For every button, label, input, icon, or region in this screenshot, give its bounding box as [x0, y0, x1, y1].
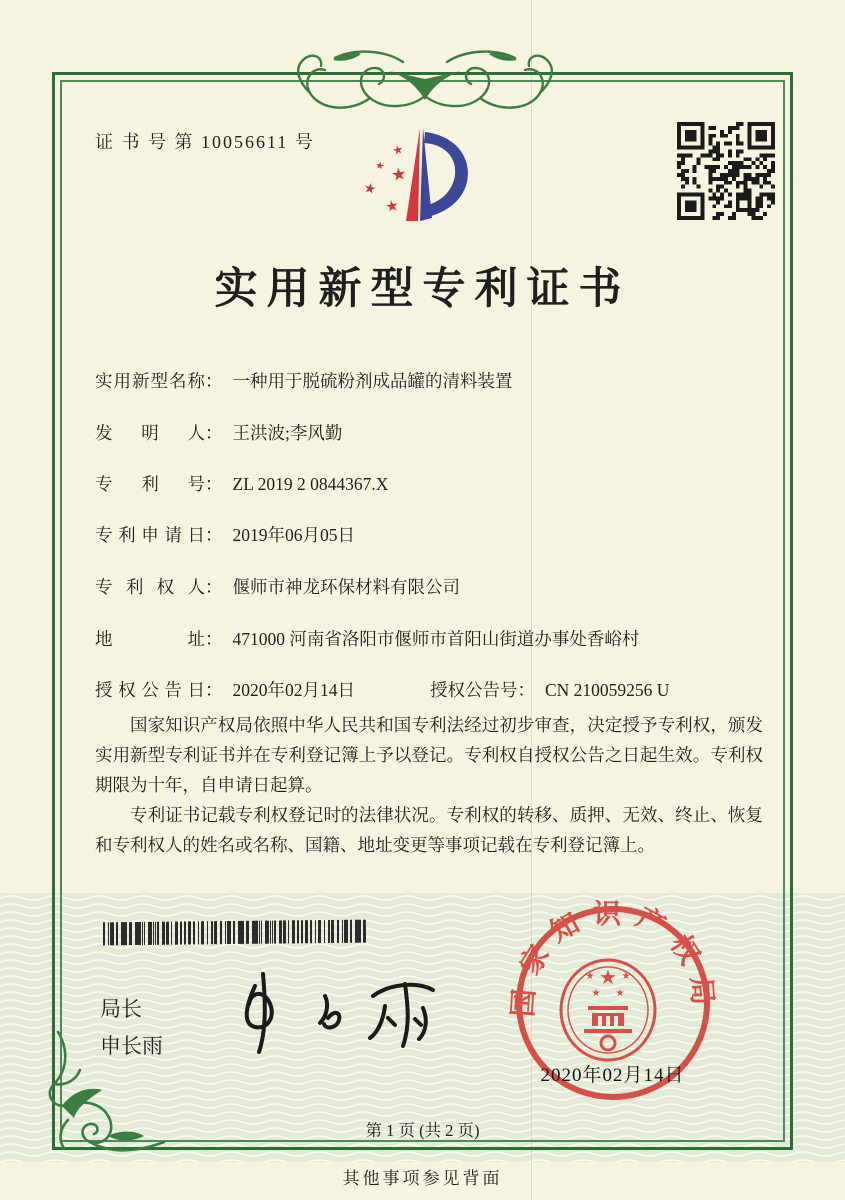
field-label: 发明人 [95, 423, 205, 443]
field-row-inventor [95, 420, 765, 445]
field-value: 2019年06月05日 [232, 525, 355, 545]
field-value: 王洪波;李风勤 [232, 423, 343, 443]
svg-text:★: ★ [374, 160, 386, 173]
commissioner-title: 局长 [100, 998, 142, 1021]
back-side-note: 其他事项参见背面 [342, 1169, 503, 1188]
cnipa-logo-icon [338, 118, 488, 236]
svg-text:★: ★ [615, 988, 625, 999]
field-row-address [95, 626, 765, 651]
commissioner-name: 申长雨 [100, 1035, 163, 1058]
seal-date: 2020年02月14日 [540, 1065, 685, 1086]
field-label: 授权公告日 [95, 680, 205, 700]
legal-paragraph-1: 国家知识产权局依照中华人民共和国专利法经过初步审查，决定授予专利权，颁发实用新型专利证书并在专利登记簿上予以登记。专利权自授权公告之日起生效。专利权期限为十年，自申请日起算。 [95, 715, 763, 796]
signature-handwriting [225, 966, 460, 1058]
svg-text:★: ★ [621, 971, 631, 982]
page-title: 实用新型专利证书 [214, 266, 631, 313]
field-value: 偃师市神龙环保材料有限公司 [232, 577, 460, 597]
field-label: 专利申请日 [95, 525, 205, 545]
qr-code [677, 122, 775, 220]
certificate-number: 证 书 号 第 10056611 号 [95, 132, 315, 152]
field-colon: ： [205, 629, 223, 649]
field-label: 实用新型名称 [95, 371, 205, 391]
field-colon: ： [205, 577, 223, 597]
field-value: 2020年02月14日 [232, 680, 355, 700]
field-value: 471000 河南省洛阳市偃师市首阳山街道办事处香峪村 [232, 629, 640, 649]
svg-text:★: ★ [361, 179, 378, 199]
field-row-name [95, 368, 765, 393]
field-row-patent-number [95, 471, 765, 496]
barcode [103, 920, 366, 946]
field-colon: ： [205, 525, 223, 545]
field-value: ZL 2019 2 0844367.X [232, 474, 389, 494]
border-ornament-top [275, 38, 575, 118]
field-row-filing-date [95, 522, 765, 547]
field-label: 地址 [95, 629, 205, 649]
seal-authority-text: 国家知识产权局 [508, 900, 718, 1019]
legal-text [95, 710, 763, 860]
field-row-grant-date [95, 677, 765, 702]
svg-text:★: ★ [599, 965, 617, 989]
legal-paragraph-2: 专利证书记载专利权登记时的法律状况。专利权的转移、质押、无效、终止、恢复和专利权人的姓名或名称、国籍、地址变更等事项记载在专利登记簿上。 [95, 805, 763, 856]
field-gazette-number [430, 677, 669, 702]
field-colon: ： [517, 680, 535, 700]
field-value: 一种用于脱硫粉剂成品罐的清料装置 [232, 371, 513, 391]
page-indicator: 第 1 页 (共 2 页) [365, 1121, 480, 1140]
field-label: 专利号 [95, 474, 205, 494]
field-colon: ： [205, 371, 223, 391]
svg-text:★: ★ [585, 971, 595, 982]
svg-text:★: ★ [591, 988, 601, 999]
svg-text:★: ★ [390, 164, 408, 186]
national-emblem-icon [561, 960, 655, 1060]
field-row-patentee [95, 574, 765, 599]
field-value: CN 210059256 U [545, 680, 670, 700]
field-label: 专利权人 [95, 577, 205, 597]
field-colon: ： [205, 680, 223, 700]
field-colon: ： [205, 423, 223, 443]
svg-text:★: ★ [383, 195, 401, 217]
field-label: 授权公告号 [430, 680, 518, 700]
svg-text:★: ★ [391, 142, 405, 158]
field-colon: ： [205, 474, 223, 494]
